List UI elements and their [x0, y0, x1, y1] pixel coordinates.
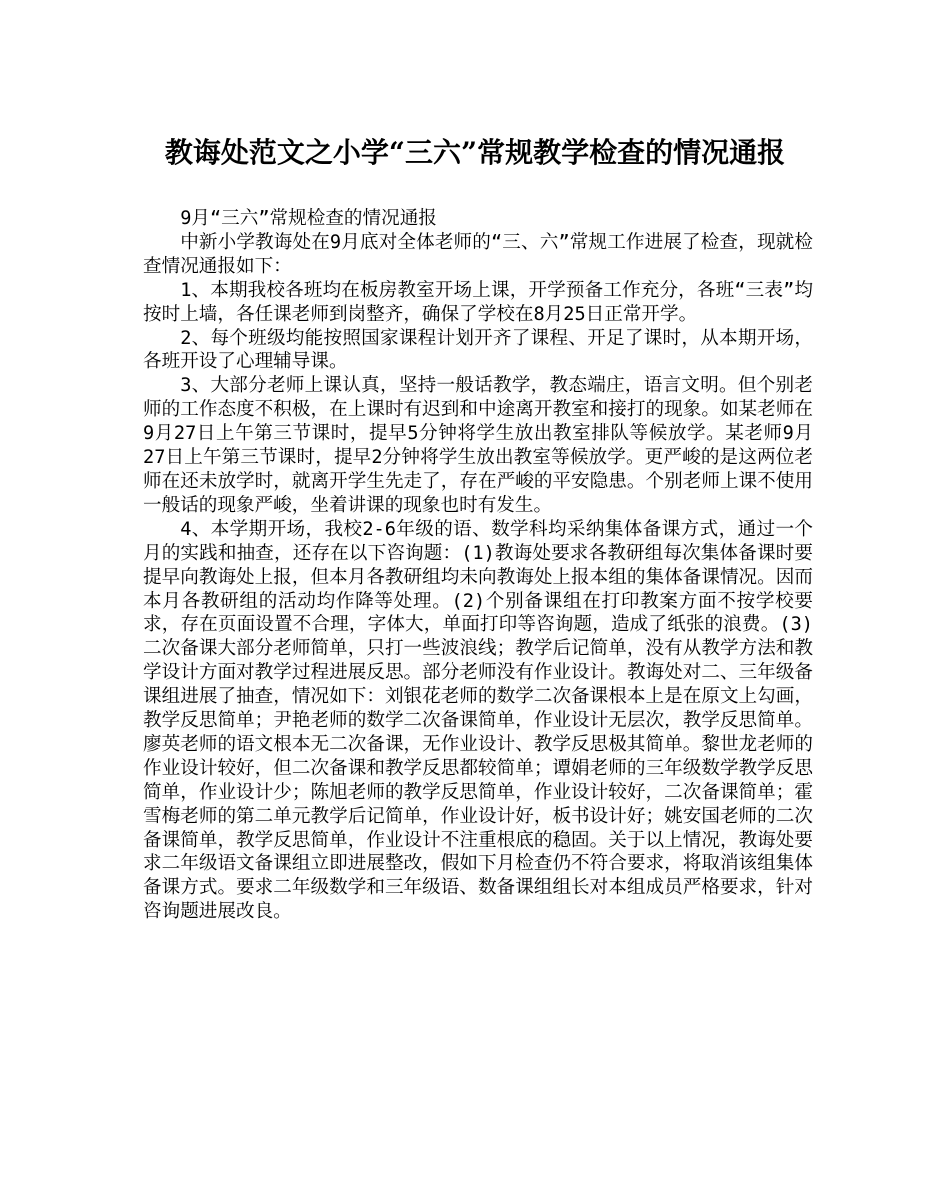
item-4-paragraph: 4、本学期开场，我校2-6年级的语、数学科均采纳集体备课方式，通过一个月的实践和抽查，还存在以下咨询题：(1)教诲处要求各教研组每次集体备课时要提早向教诲处上报，但本月各教研组均未向教诲处上报本组的集体备课情况。因而本月各教研组的活动均作降等处理。(2)个别备课组在打印教案方面不按学校要求，存在页面设置不合理，字体大，单面打印等咨询题，造成了纸张的浪费。(3)二次备课大部分老师简单，只打一些波浪线；教学后记简单，没有从教学方法和教学设计方面对教学过程进展反思。部分老师没有作业设计。教诲处对二、三年级备课组进展了抽查，情况如下：刘银花老师的数学二次备课根本上是在原文上勾画，教学反思简单；尹艳老师的数学二次备课简单，作业设计无层次，教学反思简单。廖英老师的语文根本无二次备课，无作业设计、教学反思极其简单。黎世龙老师的作业设计较好，但二次备课和教学反思都较简单；谭娟老师的三年级数学教学反思简单，作业设计少；陈旭老师的教学反思简单，作业设计较好，二次备课简单；霍雪梅老师的第二单元教学后记简单，作业设计好，板书设计好；姚安国老师的二次备课简单，教学反思简单，作业设计不注重根底的稳固。关于以上情况，教诲处要求二年级语文备课组立即进展整改，假如下月检查仍不符合要求，将取消该组集体备课方式。要求二年级数学和三年级语、数备课组组长对本组成员严格要求，针对咨询题进展改良。: [143, 518, 813, 923]
intro-paragraph: 中新小学教诲处在9月底对全体老师的“三、六”常规工作进展了检查，现就检查情况通报如下：: [143, 231, 813, 277]
item-1-paragraph: 1、本期我校各班均在板房教室开场上课，开学预备工作充分，各班“三表”均按时上墙，各任课老师到岗整齐，确保了学校在8月25日正常开学。: [143, 279, 813, 325]
item-2-paragraph: 2、每个班级均能按照国家课程计划开齐了课程、开足了课时，从本期开场，各班开设了心理辅导课。: [143, 327, 813, 373]
document-title: 教诲处范文之小学“三六”常规教学检查的情况通报: [164, 136, 786, 169]
item-3-paragraph: 3、大部分老师上课认真，坚持一般话教学，教态端庄，语言文明。但个别老师的工作态度不积极，在上课时有迟到和中途离开教室和接打的现象。如某老师在9月27日上午第三节课时，提早5分钟将学生放出教室排队等候放学。某老师9月27日上午第三节课时，提早2分钟将学生放出教室等候放学。更严峻的是这两位老师在还未放学时，就离开学生先走了，存在严峻的平安隐患。个别老师上课不使用一般话的现象严峻，坐着讲课的现象也时有发生。: [143, 375, 813, 516]
report-heading-paragraph: 9月“三六”常规检查的情况通报: [180, 208, 437, 229]
document-body: [143, 207, 813, 924]
